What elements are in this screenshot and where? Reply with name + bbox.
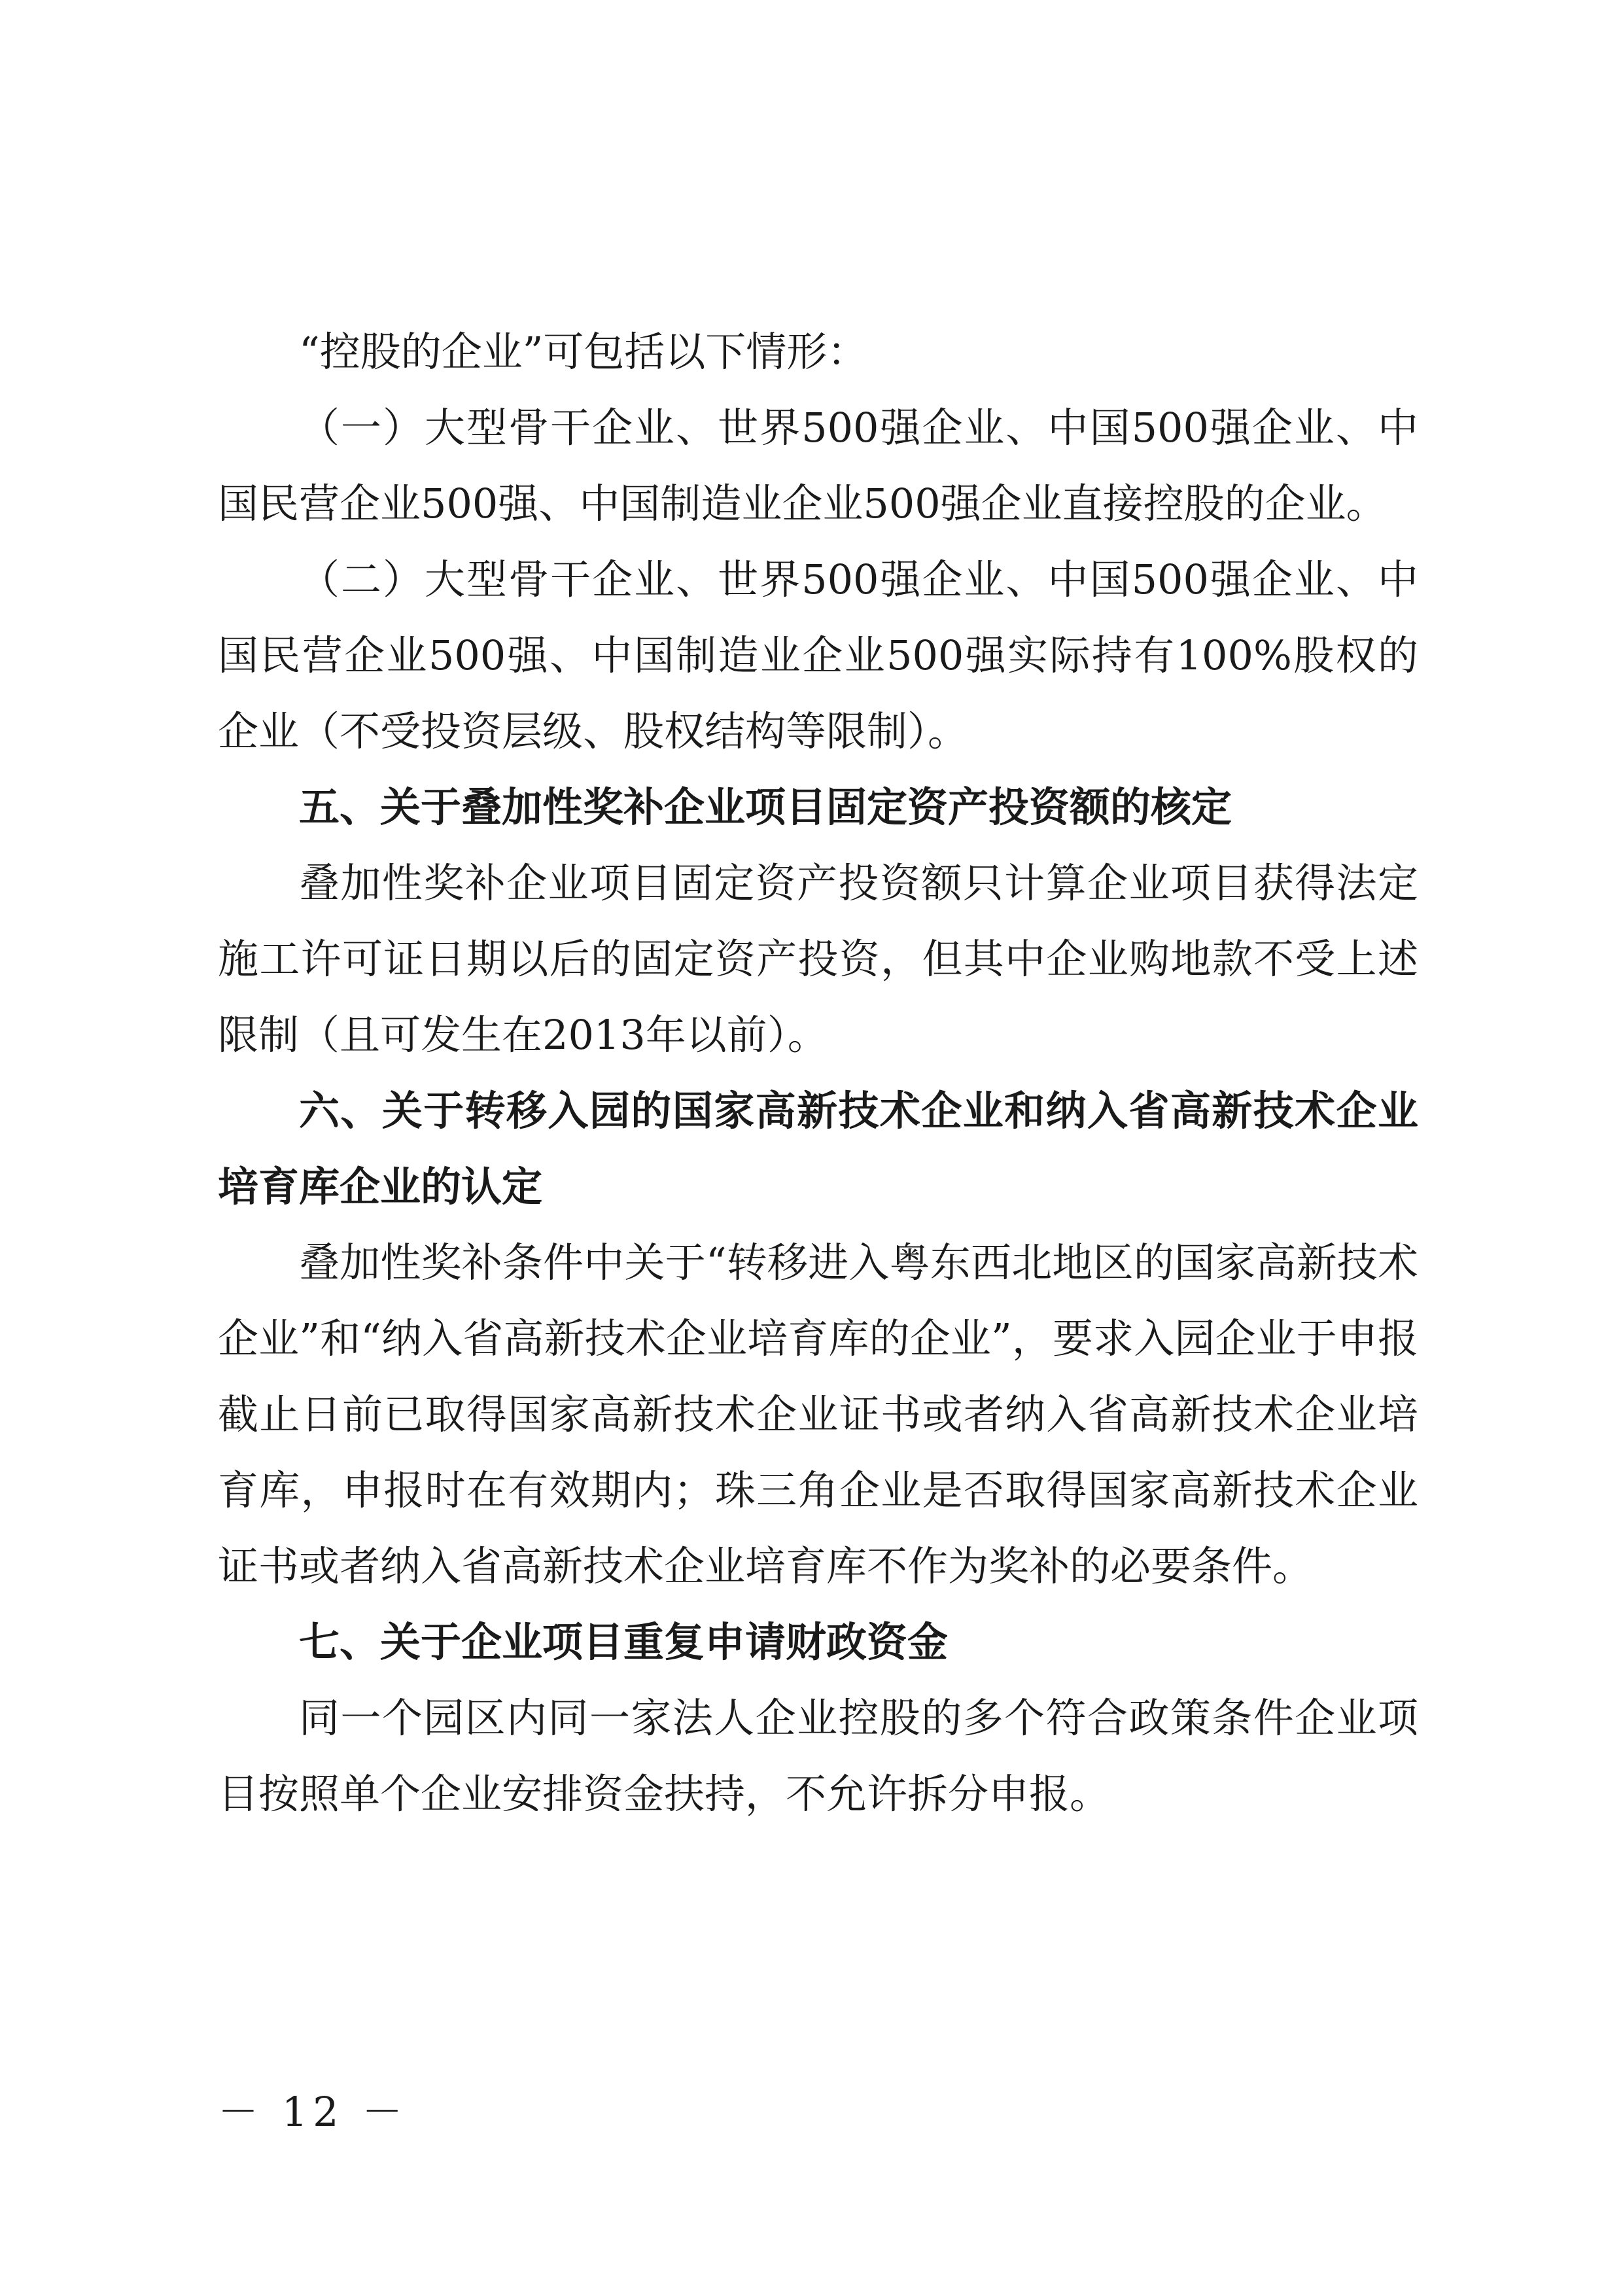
paragraph-section-5: 叠加性奖补企业项目固定资产投资额只计算企业项目获得法定施工许可证日期以后的固定资产投资，但其中企业购地款不受上述限制（且可发生在2013年以前）。 [218,859,1418,1059]
section-heading-5: 五、关于叠加性奖补企业项目固定资产投资额的核定 [299,783,1232,831]
section-heading-6: 六、关于转移入园的国家高新技术企业和纳入省高新技术企业培育库企业的认定 [218,1087,1418,1210]
paragraph-holding-case-2: （二）大型骨干企业、世界500强企业、中国500强企业、中国民营企业500强、中国制造业企业500强实际持有100%股权的企业（不受投资层级、股权结构等限制）。 [218,556,1418,755]
document-body [218,314,1418,1832]
paragraph-holding-intro: “控股的企业”可包括以下情形： [299,328,868,376]
paragraph-section-6: 叠加性奖补条件中关于“转移进入粤东西北地区的国家高新技术企业”和“纳入省高新技术企业培育库的企业”，要求入园企业于申报截止日前已取得国家高新技术企业证书或者纳入省高新技术企业培育库，申报时在有效期内；珠三角企业是否取得国家高新技术企业证书或者纳入省高新技术企业培育库不作为奖补的必要条件。 [218,1239,1418,1590]
paragraph-section-7: 同一个园区内同一家法人企业控股的多个符合政策条件企业项目按照单个企业安排资金扶持，不允许拆分申报。 [218,1694,1418,1818]
page-number: － 12 － [218,2088,408,2136]
section-heading-7: 七、关于企业项目重复申请财政资金 [299,1618,949,1666]
paragraph-holding-case-1: （一）大型骨干企业、世界500强企业、中国500强企业、中国民营企业500强、中国制造业企业500强企业直接控股的企业。 [218,404,1418,527]
